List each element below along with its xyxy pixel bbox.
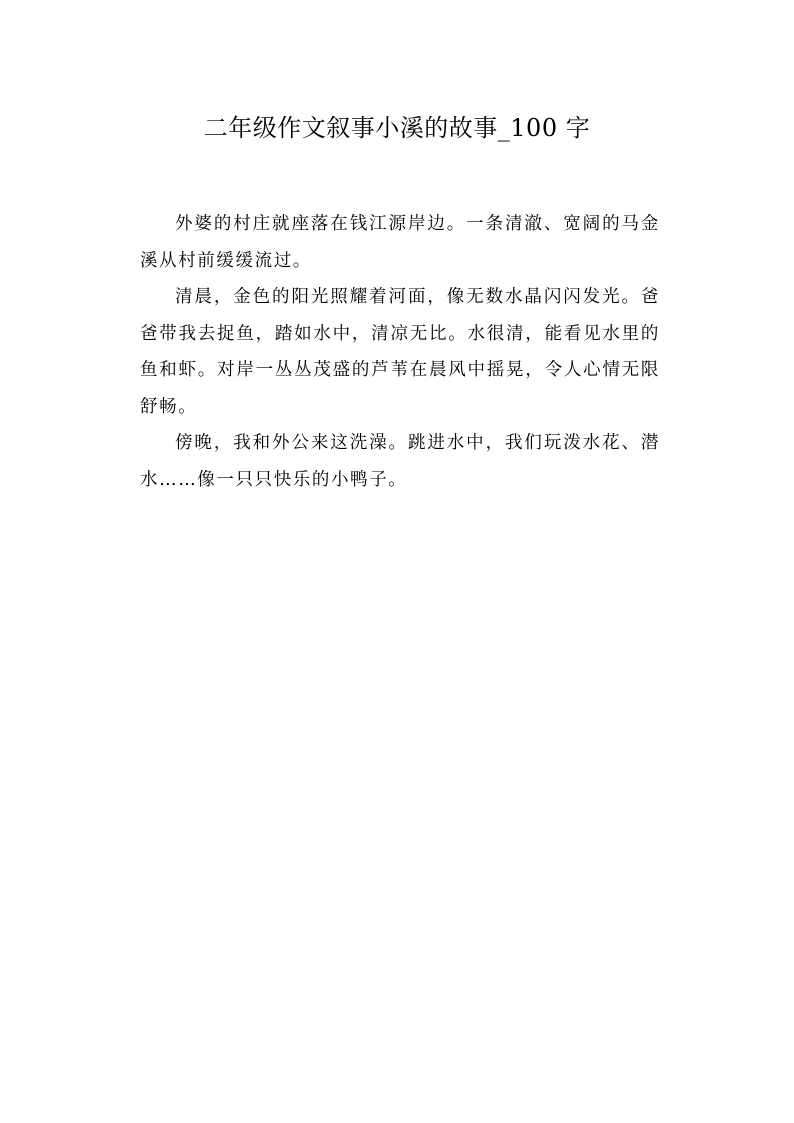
document-body (140, 206, 660, 498)
paragraph-2: 清晨，金色的阳光照耀着河面，像无数水晶闪闪发光。爸爸带我去捉鱼，踏如水中，清凉无比。水很清，能看见水里的鱼和虾。对岸一丛丛茂盛的芦苇在晨风中摇晃，令人心情无限舒畅。 (140, 287, 660, 417)
paragraph-1: 外婆的村庄就座落在钱江源岸边。一条清澈、宽阔的马金溪从村前缓缓流过。 (140, 214, 660, 271)
paragraph-3: 傍晚，我和外公来这洗澡。跳进水中，我们玩泼水花、潜水……像一只只快乐的小鸭子。 (140, 433, 660, 490)
document-title: 二年级作文叙事小溪的故事_100 字 (203, 114, 591, 142)
